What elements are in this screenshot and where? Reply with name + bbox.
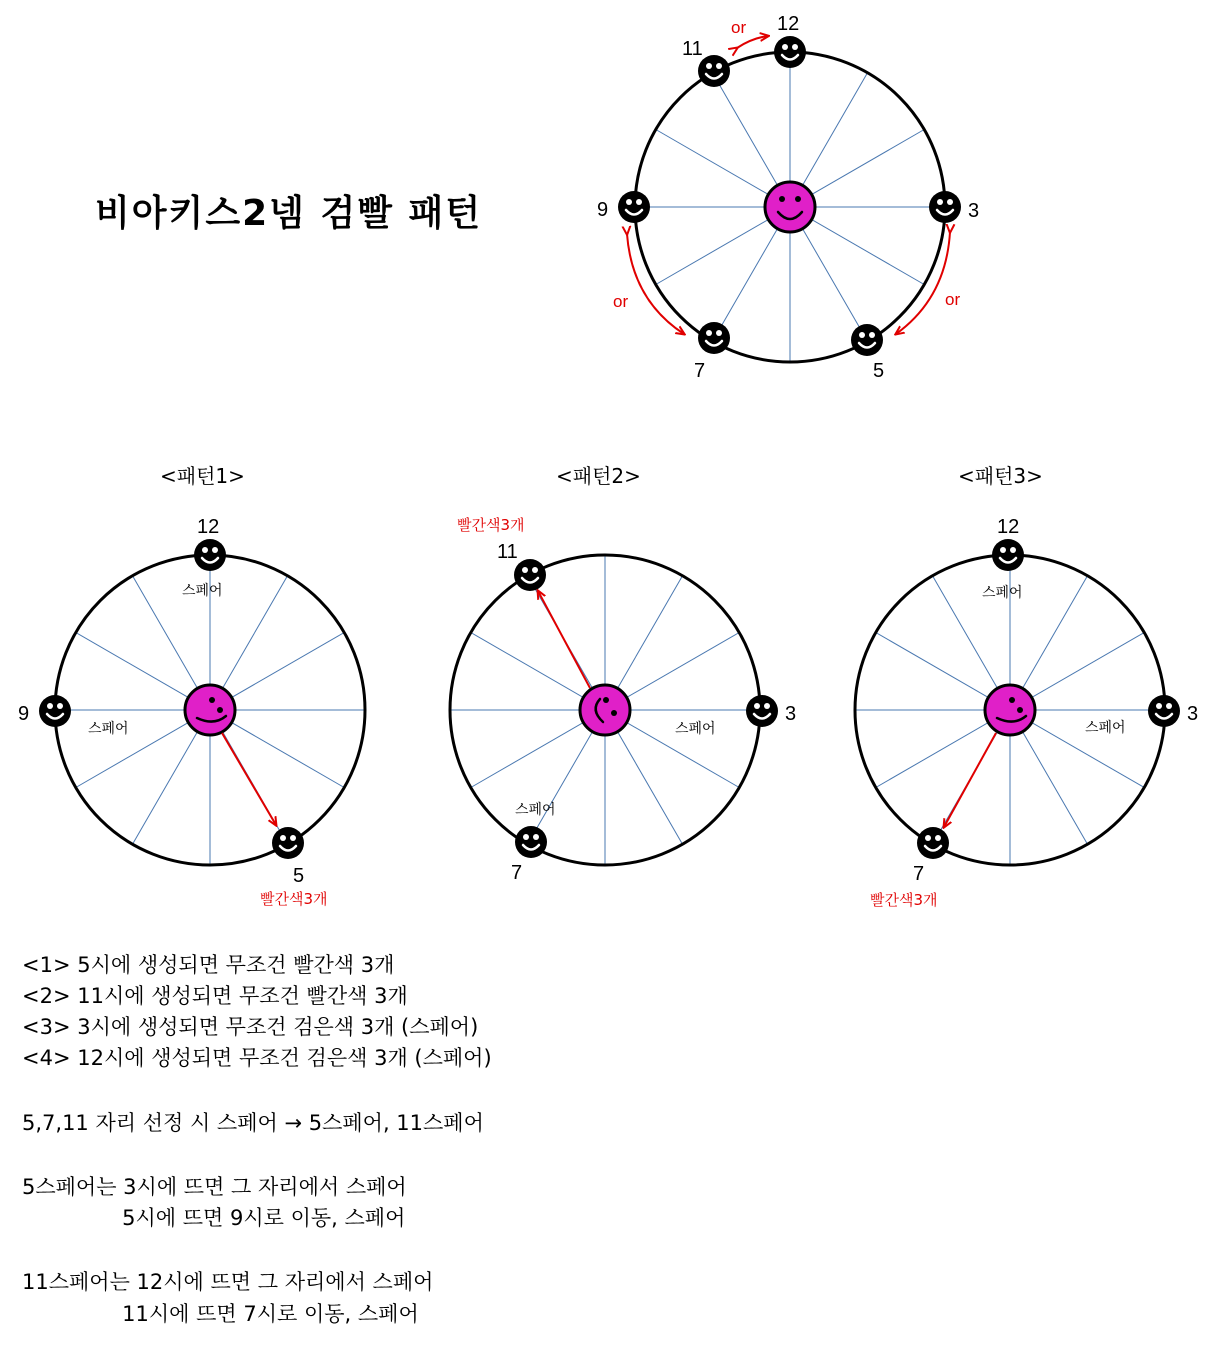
pattern-3 [855, 464, 1198, 909]
or-label-left: or [613, 292, 629, 311]
pattern-2-red-arrow [538, 591, 590, 688]
pattern-2-label-side: 3 [785, 703, 797, 725]
pattern-3-label-top: 12 [997, 516, 1020, 538]
main-smiley-9 [618, 191, 650, 223]
main-label-9: 9 [597, 199, 609, 221]
pattern-1 [18, 464, 365, 908]
pattern-2-spare-side: 스페어 [675, 721, 716, 737]
pattern-3-boss [985, 685, 1035, 735]
or-arrow-top [737, 36, 768, 48]
pattern-3-spare-side: 스페어 [1085, 720, 1126, 736]
pattern-1-red-label: 빨간색3개 [260, 890, 328, 908]
or-label-right: or [945, 290, 961, 309]
main-label-12: 12 [777, 13, 800, 35]
note-11-spare-line2: 11시에 뜨면 7시로 이동, 스페어 [22, 1302, 419, 1326]
note-3: <3> 3시에 생성되면 무조건 검은색 3개 (스페어) [22, 1015, 479, 1039]
pattern-3-spare-top: 스페어 [982, 585, 1023, 601]
pattern-3-red-label: 빨간색3개 [870, 891, 938, 909]
pattern-2-smiley-bottom [515, 826, 547, 858]
main-smiley-11 [698, 55, 730, 87]
pattern-2-smiley-top [514, 559, 546, 591]
pattern-2-label-bottom: 7 [511, 862, 523, 884]
pattern-2-spare-bottom: 스페어 [515, 802, 556, 818]
note-11-spare-line1: 11스페어는 12시에 뜨면 그 자리에서 스페어 [22, 1270, 434, 1294]
pattern-1-smiley-top [194, 539, 226, 571]
page-title: 비아키스2넴 검빨 패턴 [95, 193, 483, 234]
pattern-2-title: <패턴2> [556, 464, 641, 488]
main-smiley-12 [774, 36, 806, 68]
or-arrow-right [896, 232, 950, 334]
main-smiley-3 [929, 191, 961, 223]
pattern-1-label-bottom: 5 [293, 865, 305, 887]
pattern-3-smiley-side [1148, 695, 1180, 727]
main-clock [597, 13, 979, 382]
pattern-2-red-label: 빨간색3개 [457, 516, 525, 534]
main-label-3: 3 [968, 200, 980, 222]
pattern-2-boss [580, 685, 630, 735]
pattern-2-smiley-side [746, 695, 778, 727]
main-label-7: 7 [694, 360, 706, 382]
pattern-3-label-side: 3 [1187, 703, 1199, 725]
pattern-3-label-bottom: 7 [913, 863, 925, 885]
note-5-spare-line1: 5스페어는 3시에 뜨면 그 자리에서 스페어 [22, 1175, 407, 1199]
main-label-5: 5 [873, 360, 885, 382]
pattern-2-label-top: 11 [497, 541, 518, 563]
note-4: <4> 12시에 생성되면 무조건 검은색 3개 (스페어) [22, 1046, 492, 1070]
pattern-1-spare-top: 스페어 [182, 583, 223, 599]
note-1: <1> 5시에 생성되면 무조건 빨간색 3개 [22, 953, 395, 977]
note-5-spare-line2: 5시에 뜨면 9시로 이동, 스페어 [22, 1206, 406, 1230]
pattern-1-smiley-side [39, 695, 71, 727]
pattern-2 [450, 464, 796, 884]
main-label-11: 11 [682, 38, 703, 60]
pattern-1-red-arrow [222, 733, 276, 825]
pattern-3-title: <패턴3> [958, 464, 1043, 488]
main-boss [765, 182, 815, 232]
pattern-1-smiley-bottom [272, 827, 304, 859]
pattern-1-boss [185, 685, 235, 735]
pattern-1-label-side: 9 [18, 703, 30, 725]
or-label-top: or [731, 18, 747, 37]
pattern-3-smiley-bottom [917, 827, 949, 859]
pattern-1-spare-side: 스페어 [88, 721, 129, 737]
pattern-1-label-top: 12 [197, 516, 220, 538]
note-spare-positions: 5,7,11 자리 선정 시 스페어 → 5스페어, 11스페어 [22, 1111, 484, 1135]
pattern-1-title: <패턴1> [160, 464, 245, 488]
pattern-3-red-arrow [944, 733, 996, 827]
note-2: <2> 11시에 생성되면 무조건 빨간색 3개 [22, 984, 408, 1008]
pattern-3-smiley-top [992, 539, 1024, 571]
main-smiley-5 [851, 324, 883, 356]
main-smiley-7 [698, 322, 730, 354]
